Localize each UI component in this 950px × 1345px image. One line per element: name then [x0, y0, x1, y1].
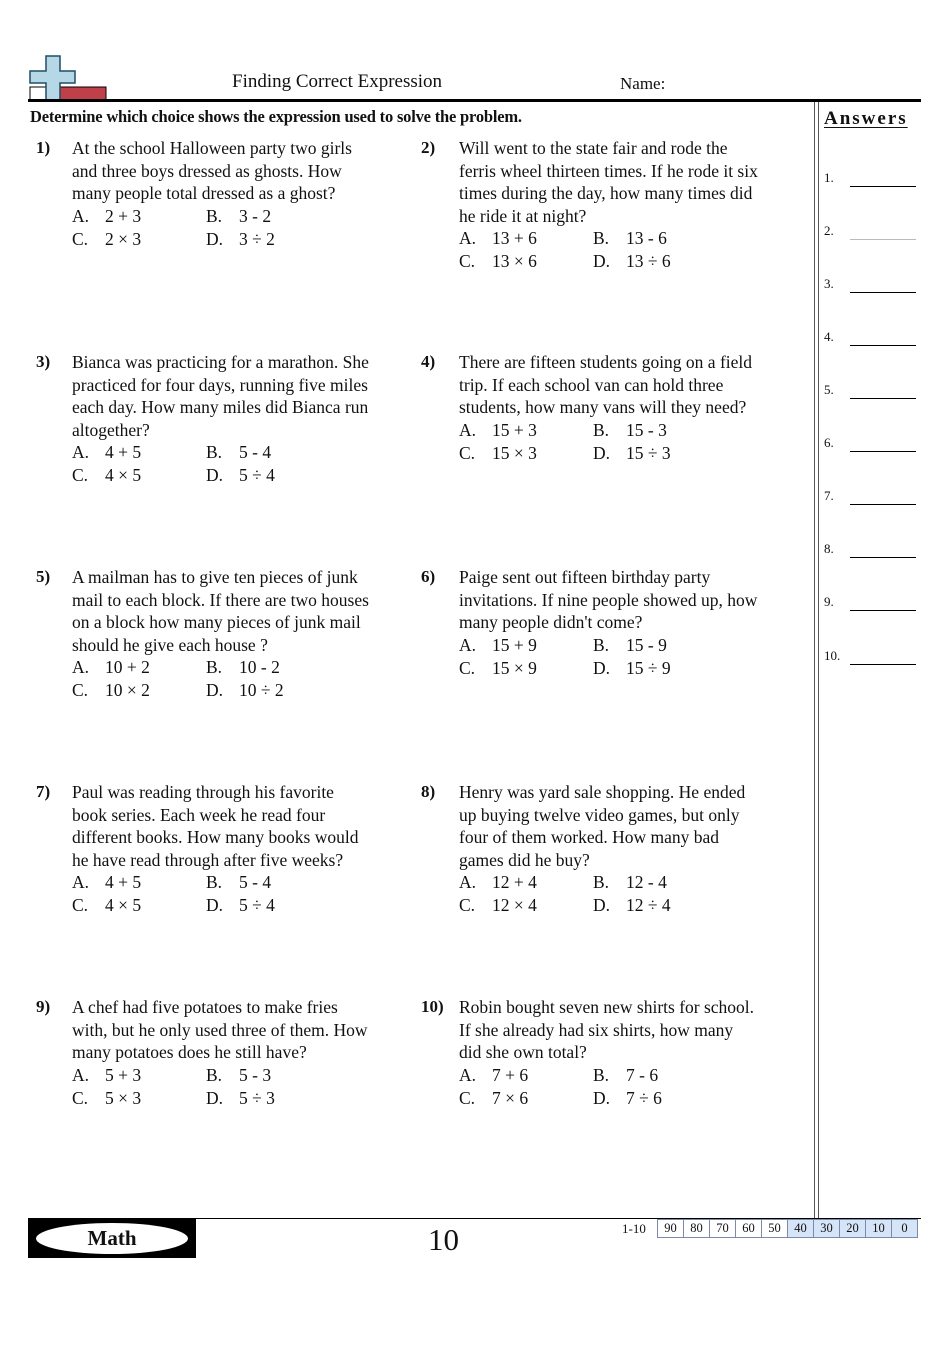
math-badge [28, 1219, 196, 1258]
answer-number: 2. [824, 223, 834, 238]
choice-letter: C. [459, 442, 476, 463]
answer-number: 3. [824, 276, 834, 291]
answer-number: 10. [824, 648, 841, 663]
answer-row [824, 592, 916, 612]
answer-choices [72, 205, 372, 250]
choice-b[interactable] [593, 1064, 658, 1087]
problem-text: A mailman has to give ten pieces of junk mail to each block. If there are two houses on a block how many pieces of junk mail should he give each house ? [72, 567, 369, 655]
choice-letter: C. [72, 464, 89, 485]
choice-c[interactable] [72, 894, 141, 917]
answer-blank[interactable] [850, 664, 916, 666]
answer-row [824, 539, 916, 559]
answer-blank[interactable] [850, 239, 916, 240]
choice-a[interactable] [459, 419, 537, 442]
answer-number: 4. [824, 329, 834, 344]
header-divider [28, 99, 921, 102]
answer-number: 8. [824, 541, 834, 556]
choice-a[interactable] [72, 205, 141, 228]
choice-b[interactable] [593, 227, 667, 250]
choice-letter: D. [593, 657, 611, 678]
choice-c[interactable] [72, 679, 150, 702]
choice-expression: 10 ÷ 2 [239, 679, 284, 700]
problem-number: 9) [36, 997, 51, 1016]
answer-choices [459, 419, 759, 464]
answer-blank[interactable] [850, 557, 916, 559]
choice-letter: A. [72, 206, 90, 226]
problem-count: 10 [428, 1222, 459, 1257]
problem-2 [421, 137, 758, 337]
score-cell: 90 [657, 1219, 684, 1238]
choice-expression: 5 × 3 [105, 1087, 142, 1108]
choice-expression: 7 + 6 [492, 1065, 529, 1085]
choice-expression: 13 + 6 [492, 228, 537, 248]
choice-letter: B. [206, 657, 223, 677]
answers-column-divider [818, 102, 819, 1218]
answer-choices [72, 871, 372, 916]
answer-choices [459, 227, 759, 272]
answer-blank[interactable] [850, 186, 916, 188]
choice-letter: B. [593, 420, 610, 440]
answer-row [824, 221, 916, 241]
problem-text: There are fifteen students going on a field trip. If each school van can hold three students, how many vans will they need? [459, 352, 753, 417]
problem-text: Paul was reading through his favorite book series. Each week he read four different books. How many books would he have read through after five weeks? [72, 782, 359, 870]
problem-text: Bianca was practicing for a marathon. She practiced for four days, running five miles each day. How many miles did Bianca run altogether? [72, 352, 369, 440]
score-cell: 30 [813, 1219, 840, 1238]
choice-a[interactable] [459, 634, 537, 657]
choice-c[interactable] [459, 894, 537, 917]
choice-letter: B. [206, 206, 223, 226]
choice-letter: C. [459, 657, 476, 678]
score-range-label: 1-10 [622, 1221, 646, 1236]
problem-text: Robin bought seven new shirts for school. If she already had six shirts, how many did she own total? [459, 997, 755, 1062]
problem-text: Will went to the state fair and rode the ferris wheel thirteen times. If he rode it six times during the day, how many times did he ride it at night? [459, 138, 758, 226]
problem-6 [421, 566, 758, 766]
answer-blank[interactable] [850, 345, 916, 347]
choice-a[interactable] [72, 656, 150, 679]
name-label: Name: [620, 74, 666, 93]
choice-d[interactable] [593, 894, 671, 917]
choice-a[interactable] [459, 227, 537, 250]
choice-expression: 12 + 4 [492, 872, 537, 892]
choice-letter: A. [459, 1065, 477, 1085]
choice-expression: 15 - 3 [626, 420, 667, 440]
choice-expression: 15 + 9 [492, 635, 537, 655]
answer-row [824, 327, 916, 347]
choice-d[interactable] [593, 657, 671, 680]
problem-1 [34, 137, 364, 337]
answer-blank[interactable] [850, 451, 916, 453]
choice-letter: D. [593, 250, 611, 271]
problem-number: 10) [421, 997, 444, 1016]
choice-expression: 5 - 4 [239, 872, 272, 892]
answer-number: 1. [824, 170, 834, 185]
answer-choices [459, 1064, 759, 1109]
choice-letter: B. [593, 635, 610, 655]
choice-c[interactable] [72, 464, 141, 487]
choice-b[interactable] [206, 1064, 271, 1087]
score-cell: 0 [891, 1219, 918, 1238]
answer-row [824, 486, 916, 506]
score-table [658, 1219, 918, 1238]
choice-letter: B. [593, 872, 610, 892]
choice-expression: 15 + 3 [492, 420, 537, 440]
choice-letter: B. [206, 1065, 223, 1085]
choice-letter: A. [459, 228, 477, 248]
choice-b[interactable] [206, 871, 271, 894]
problem-number: 7) [36, 782, 51, 801]
choice-letter: B. [593, 1065, 610, 1085]
answer-number: 5. [824, 382, 834, 397]
choice-c[interactable] [459, 1087, 528, 1110]
choice-expression: 15 × 9 [492, 657, 537, 678]
choice-b[interactable] [206, 205, 271, 228]
choice-expression: 3 ÷ 2 [239, 228, 275, 249]
choice-letter: B. [206, 872, 223, 892]
choice-expression: 12 × 4 [492, 894, 537, 915]
choice-d[interactable] [206, 679, 284, 702]
choice-expression: 5 ÷ 4 [239, 894, 275, 915]
choice-b[interactable] [593, 419, 667, 442]
score-cell: 20 [839, 1219, 866, 1238]
choice-expression: 15 × 3 [492, 442, 537, 463]
choice-expression: 13 ÷ 6 [626, 250, 671, 271]
answer-row [824, 380, 916, 400]
choice-expression: 10 × 2 [105, 679, 150, 700]
answer-row [824, 274, 916, 294]
choice-d[interactable] [206, 228, 275, 251]
choice-letter: C. [72, 228, 89, 249]
choice-c[interactable] [72, 228, 141, 251]
math-badge-label: Math [36, 1223, 188, 1254]
choice-expression: 7 ÷ 6 [626, 1087, 662, 1108]
choice-expression: 5 ÷ 3 [239, 1087, 275, 1108]
plus-book-logo-icon [28, 54, 108, 102]
choice-c[interactable] [72, 1087, 141, 1110]
choice-expression: 13 × 6 [492, 250, 537, 271]
choice-letter: A. [459, 420, 477, 440]
answer-row [824, 646, 916, 666]
choice-b[interactable] [593, 634, 667, 657]
choice-expression: 4 + 5 [105, 442, 142, 462]
problem-text: At the school Halloween party two girls and three boys dressed as ghosts. How many people total dressed as a ghost? [72, 138, 352, 203]
problem-text: A chef had five potatoes to make fries with, but he only used three of them. How many potatoes does he still have? [72, 997, 368, 1062]
choice-letter: D. [206, 1087, 224, 1108]
problem-8 [421, 781, 751, 981]
choice-a[interactable] [459, 1064, 528, 1087]
choice-c[interactable] [459, 250, 537, 273]
choice-letter: C. [72, 1087, 89, 1108]
choice-a[interactable] [72, 871, 141, 894]
problem-5 [34, 566, 369, 766]
answers-title: Answers [824, 108, 908, 129]
choice-expression: 2 × 3 [105, 228, 142, 249]
choice-b[interactable] [206, 441, 271, 464]
answers-column-divider [814, 102, 815, 1218]
choice-expression: 5 - 4 [239, 442, 272, 462]
answer-choices [72, 1064, 372, 1109]
choice-expression: 3 - 2 [239, 206, 272, 226]
choice-letter: B. [593, 228, 610, 248]
choice-expression: 12 - 4 [626, 872, 667, 892]
choice-letter: A. [459, 635, 477, 655]
answer-blank[interactable] [850, 610, 916, 612]
answer-choices [459, 871, 759, 916]
choice-letter: A. [459, 872, 477, 892]
answer-blank[interactable] [850, 292, 916, 294]
answer-choices [72, 441, 372, 486]
choice-expression: 15 ÷ 9 [626, 657, 671, 678]
score-cell: 70 [709, 1219, 736, 1238]
choice-letter: A. [72, 872, 90, 892]
choice-b[interactable] [593, 871, 667, 894]
choice-c[interactable] [459, 657, 537, 680]
problem-3 [34, 351, 369, 551]
choice-expression: 7 × 6 [492, 1087, 529, 1108]
choice-expression: 5 ÷ 4 [239, 464, 275, 485]
choice-a[interactable] [459, 871, 537, 894]
choice-expression: 10 - 2 [239, 657, 280, 677]
problem-7 [34, 781, 364, 981]
choice-letter: D. [206, 464, 224, 485]
instructions: Determine which choice shows the expression used to solve the problem. [30, 107, 522, 126]
choice-letter: D. [206, 679, 224, 700]
choice-a[interactable] [72, 441, 141, 464]
choice-expression: 13 - 6 [626, 228, 667, 248]
answer-number: 7. [824, 488, 834, 503]
choice-expression: 4 × 5 [105, 894, 142, 915]
answer-row [824, 433, 916, 453]
choice-d[interactable] [593, 1087, 662, 1110]
choice-d[interactable] [206, 464, 275, 487]
choice-letter: D. [593, 442, 611, 463]
answer-blank[interactable] [850, 504, 916, 506]
choice-expression: 5 + 3 [105, 1065, 142, 1085]
problem-4 [421, 351, 751, 551]
score-cell: 50 [761, 1219, 788, 1238]
choice-letter: D. [206, 894, 224, 915]
choice-letter: A. [72, 1065, 90, 1085]
choice-letter: B. [206, 442, 223, 462]
choice-letter: A. [72, 442, 90, 462]
answer-row [824, 168, 916, 188]
choice-letter: C. [459, 250, 476, 271]
problem-number: 1) [36, 138, 51, 157]
answer-choices [72, 656, 372, 701]
problem-number: 8) [421, 782, 436, 801]
choice-letter: A. [72, 657, 90, 677]
page-title: Finding Correct Expression [232, 71, 443, 92]
score-cell: 80 [683, 1219, 710, 1238]
choice-d[interactable] [206, 1087, 275, 1110]
choice-letter: C. [459, 894, 476, 915]
answer-choices [459, 634, 759, 679]
choice-a[interactable] [72, 1064, 141, 1087]
problem-9 [34, 996, 368, 1196]
choice-expression: 4 + 5 [105, 872, 142, 892]
score-cell: 60 [735, 1219, 762, 1238]
choice-expression: 5 - 3 [239, 1065, 272, 1085]
choice-letter: C. [72, 894, 89, 915]
problem-text: Paige sent out fifteen birthday party invitations. If nine people showed up, how many people didn't come? [459, 567, 758, 632]
choice-b[interactable] [206, 656, 280, 679]
choice-c[interactable] [459, 442, 537, 465]
choice-letter: D. [593, 1087, 611, 1108]
choice-expression: 4 × 5 [105, 464, 142, 485]
answer-number: 9. [824, 594, 834, 609]
problem-number: 2) [421, 138, 436, 157]
choice-letter: C. [459, 1087, 476, 1108]
problem-number: 3) [36, 352, 51, 371]
problem-number: 4) [421, 352, 436, 371]
choice-d[interactable] [593, 442, 671, 465]
choice-expression: 12 ÷ 4 [626, 894, 671, 915]
answer-blank[interactable] [850, 398, 916, 400]
choice-expression: 2 + 3 [105, 206, 142, 226]
score-cell: 10 [865, 1219, 892, 1238]
answer-number: 6. [824, 435, 834, 450]
problem-number: 6) [421, 567, 436, 586]
choice-expression: 15 ÷ 3 [626, 442, 671, 463]
choice-expression: 15 - 9 [626, 635, 667, 655]
choice-letter: C. [72, 679, 89, 700]
problem-10 [421, 996, 755, 1196]
choice-letter: D. [206, 228, 224, 249]
choice-expression: 10 + 2 [105, 657, 150, 677]
choice-expression: 7 - 6 [626, 1065, 659, 1085]
choice-d[interactable] [206, 894, 275, 917]
choice-d[interactable] [593, 250, 671, 273]
score-cell: 40 [787, 1219, 814, 1238]
choice-letter: D. [593, 894, 611, 915]
problem-number: 5) [36, 567, 51, 586]
problem-text: Henry was yard sale shopping. He ended up buying twelve video games, but only four of them worked. How many bad games did he buy? [459, 782, 746, 870]
